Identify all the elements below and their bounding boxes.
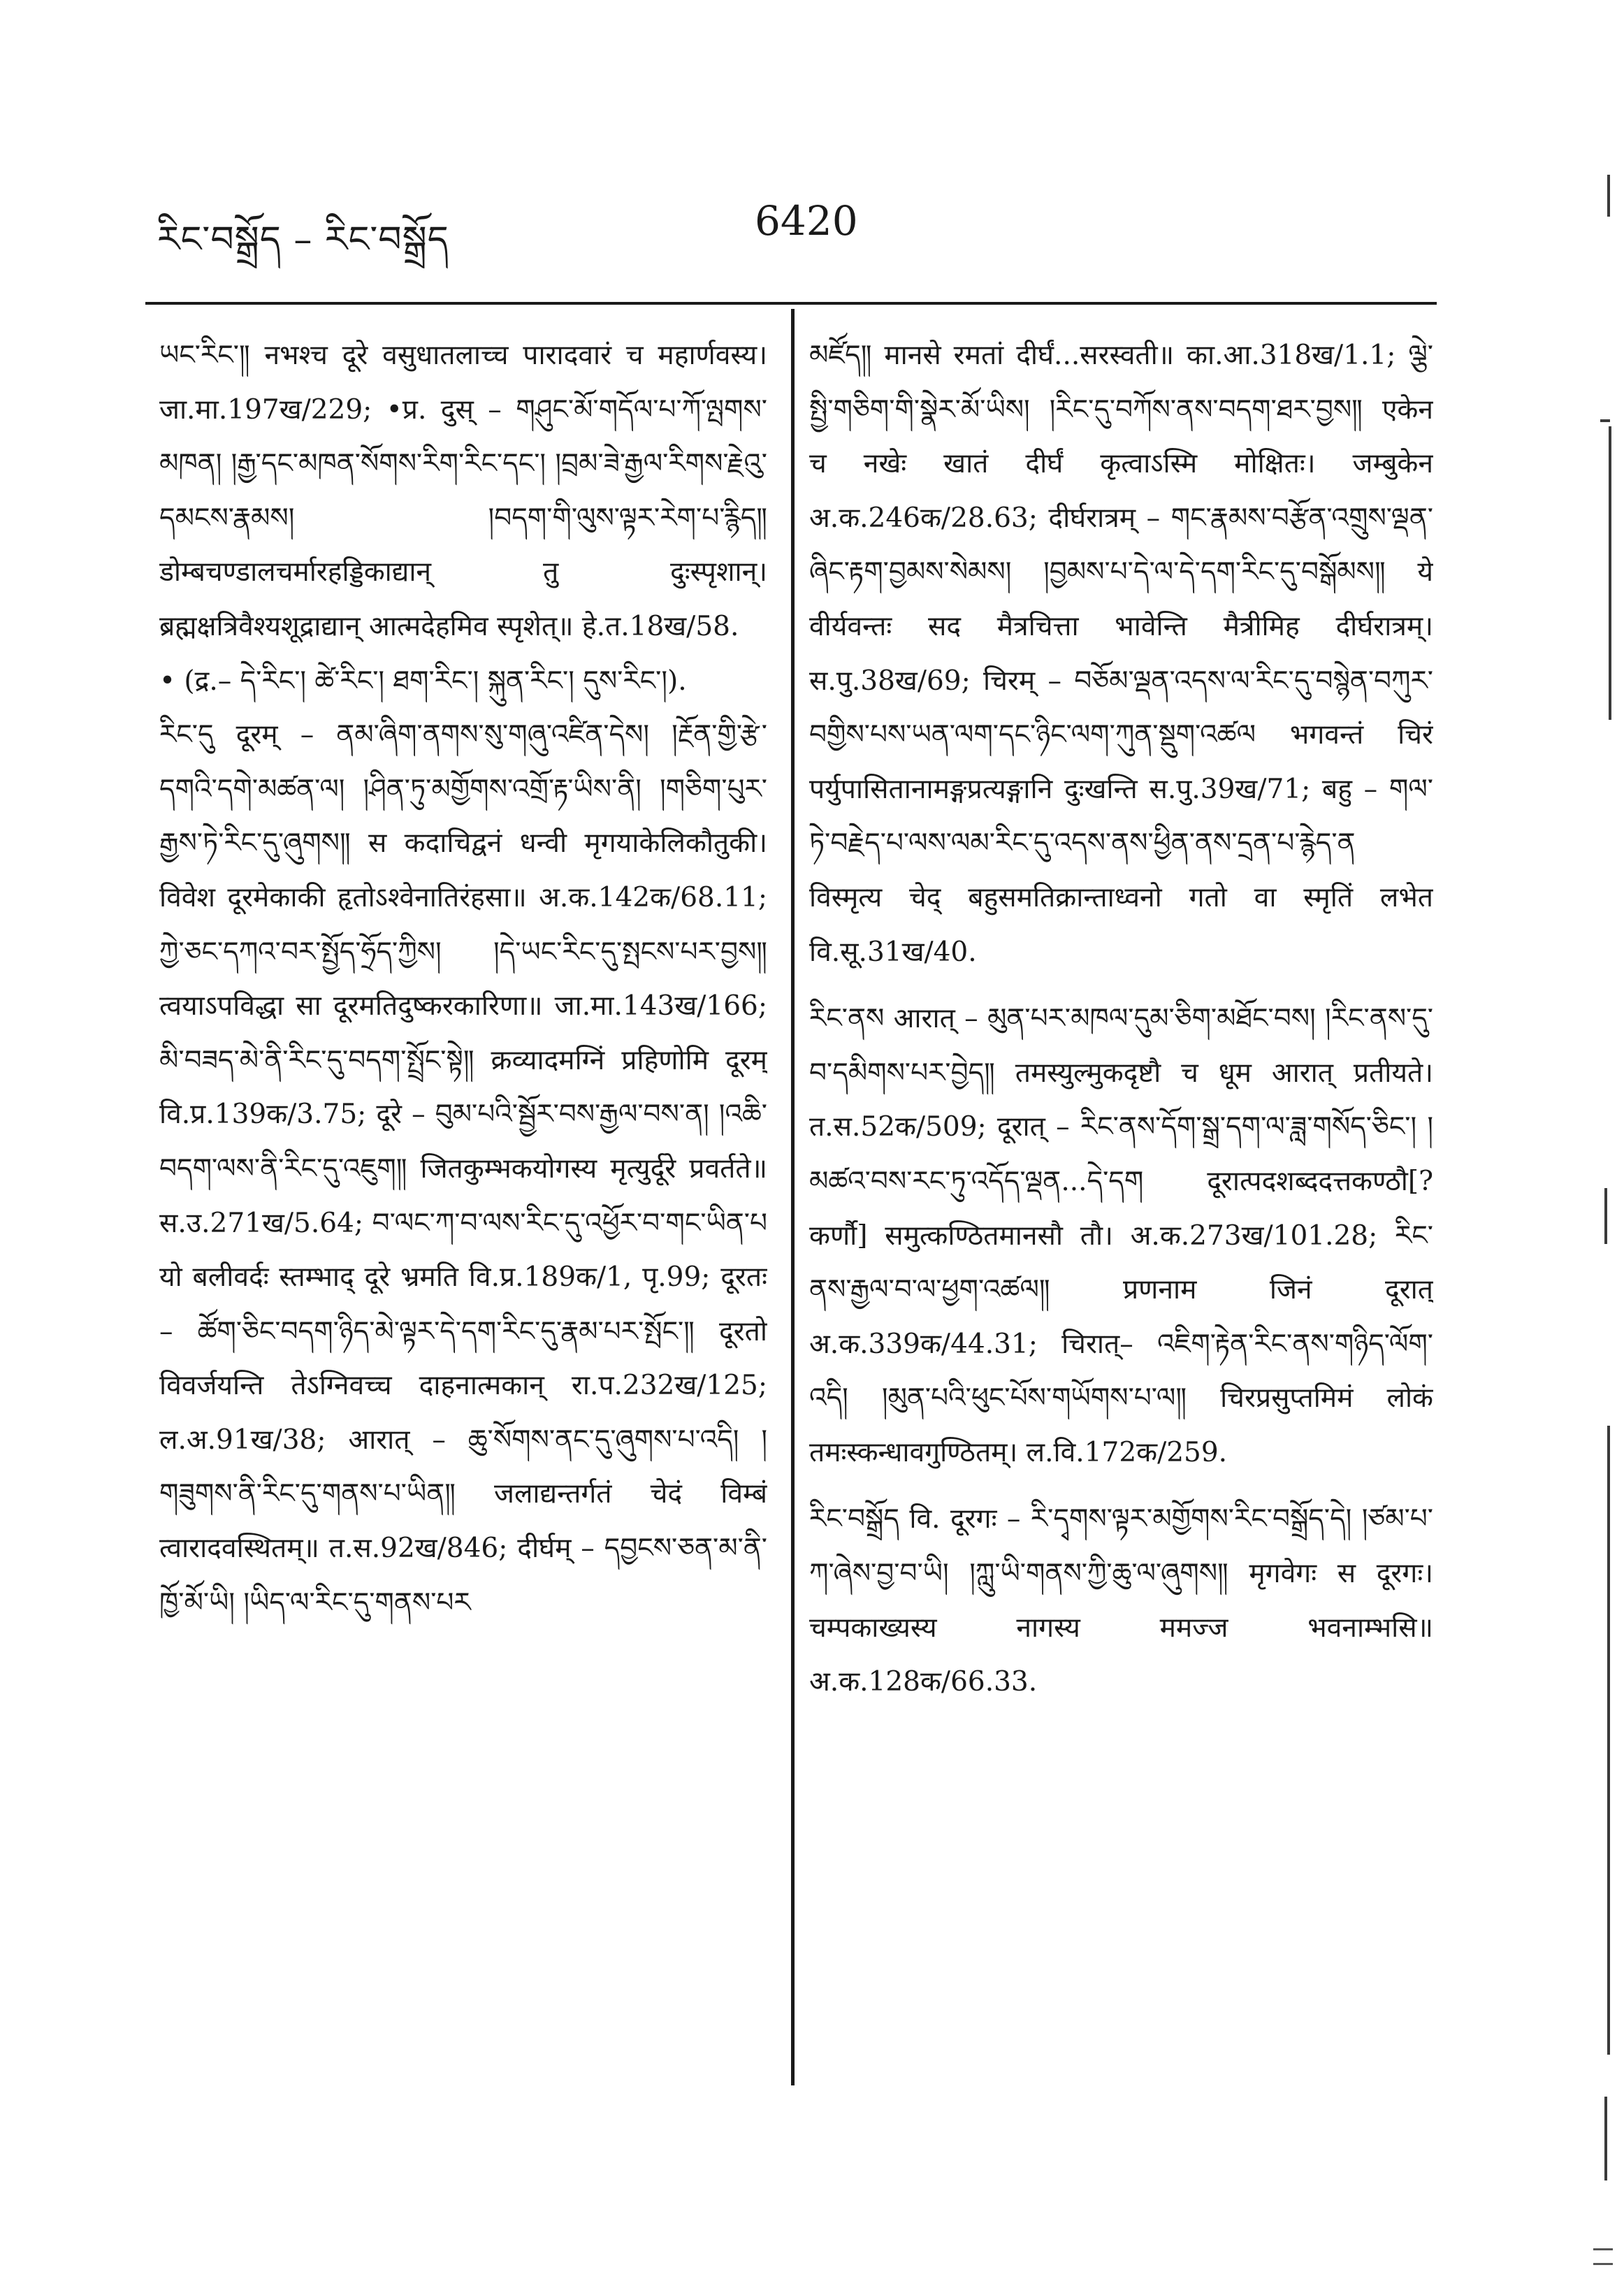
entry-paragraph: མཛོད༎ मानसे रमतां दीर्घं...सरस्वती॥ का.आ.318ख/1.1; ལྕེ་སྤྱི་གཅིག་གི་སྣེར་མོ་ཡིས། །རིང་དུ་བཀོས་ནས་བདག་ཐར་བྱས༎ एकेन च नखेः खातं दीर्घं कृत्वाऽस्मि मोक्षितः। जम्बुकेन अ.क.246क/28.63; दीर्घरात्रम् – གང་རྣམས་བརྩོན་འགྲུས་ལྡན་ཞིང་རྟག་བྱམས་སེམས། །བྱམས་པ་དེ་ལ་དེ་དག་རིང་དུ་བསྒོམས༎ ये वीर्यवन्तः सद मैत्रचित्ता भावेन्ति मैत्रीमिह दीर्घरात्रम्। स.पु.38ख/69; चिरम् – བཅོམ་ལྡན་འདས་ལ་རིང་དུ་བསྙེན་བཀུར་བགྱིས་པས་ཡན་ལག་དང་ཉིང་ལག་ཀུན་སྡུག་འཚལ भगवन्तं चिरं पर्युपासितानामङ्गप्रत्यङ्गानि दुःखन्ति स.पु.39ख/71; बहु – གལ་ཏེ་བརྗེད་པ་ལས་ལམ་རིང་དུ་འདས་ནས་ཕྱིན་ནས་དྲན་པ་རྙེད་ན विस्मृत्य चेद् बहुसमतिक्रान्ताध्वनो गतो वा स्मृतिं लभेत वि.सू.31ख/40. — [809, 340, 1433, 968]
entry-paragraph: རིང་བསྒྲོད वि. दूरगः – རི་དྭགས་ལྟར་མགྱོགས་རིང་བསྒྲོད་དེ། །ཙམ་པ་ཀ་ཞེས་བྱ་བ་ཡི། །ཀླུ་ཡི་གནས་ཀྱི་ཆུ་ལ་ཞུགས༎ मृगवेगः स दूरगः। चम्पकाख्यस्य नागस्य ममज्ज भवनाम्भसि॥ अ.क.128क/66.33. — [809, 1503, 1433, 1698]
scan-edge-mark — [1607, 1426, 1610, 2055]
entry-paragraph: ཡང་རིང་༎ नभश्च दूरे वसुधातलाच्च पारादवारं च महार्णवस्य। जा.मा.197ख/229; •प्र. दुस् – གཤུང་མོ་གདོལ་པ་ཀོ་ལྤགས་མཁན། །རྒྱ་དང་མཁན་སོགས་རིག་རིང་དང་། །བྲམ་ཟེ་རྒྱལ་རིགས་རྗེའུ་དམངས་རྣམས། །བདག་གི་ལུས་ལྟར་རེག་པ་རྙིད༎ डोम्बचण्डालचर्मारहड्डिकाद्यान् तु दुःस्पृशान्। ब्रह्मक्षत्रिवैश्यशूद्राद्यान् आत्मदेहमिव स्पृशेत्॥ हे.त.18ख/58. — [159, 340, 767, 642]
entry-paragraph: རིང་ནས आरात् – མུན་པར་མཁལ་དུམ་ཅིག་མཐོང་བས། །རིང་ནས་དུ་བ་དམིགས་པར་བྱེད༎ तमस्युल्मुकदृष्टौ च धूम आरात् प्रतीयते। त.स.52क/509; दूरात् – རིང་ནས་དོག་སྒྲ་དག་ལ་ཟླ་གསོད་ཅིང་། །མཚའ་བས་རང་ཏུ་འདོད་ལྡན...དེ་དག दूरात्पदशब्ददत्तकण्ठौ[? कर्णौ] समुत्कण्ठितमानसौ तौ। अ.क.273ख/101.28; རིང་ནས་རྒྱལ་བ་ལ་ཕྱག་འཚལ༎ प्रणनाम जिनं दूरात् अ.क.339क/44.31; चिरात्– འཇིག་རྟེན་རིང་ནས་གཉིད་ལོག་འདི། །མུན་པའི་ཕུང་པོས་གཡོགས་པ་ལ༎ चिरप्रसुप्तमिमं लोकं तमःस्कन्धावगुण्ठितम्। ल.वि.172क/259. — [809, 1003, 1433, 1468]
right-column — [809, 328, 1433, 2048]
paragraph-gap — [809, 979, 1433, 992]
page-number: 6420 — [755, 197, 858, 245]
running-head: རིང་བསྒྲོད – རིང་བསྒྲོད — [157, 219, 449, 261]
scan-edge-mark — [1609, 426, 1611, 720]
scan-edge-mark — [1607, 175, 1610, 217]
column-divider — [791, 309, 795, 2085]
scan-edge-mark — [1600, 419, 1610, 422]
paragraph-gap — [809, 1480, 1433, 1492]
scan-edge-mark — [1604, 2097, 1607, 2180]
scan-corner-mark — [1593, 2248, 1613, 2265]
header-rule — [145, 302, 1437, 305]
entry-paragraph: རིང་དུ दूरम् – ནམ་ཞིག་ནགས་སུ་གཞུ་འཛིན་དེས། །རྔོན་གྱི་རྩེ་དགའི་དགེ་མཚན་ལ། །ཤིན་ཏུ་མགྱོགས་འགྲོ་རྟ་ཡིས་ནི། །གཅིག་པུར་རྒྱས་ཏེ་རིང་དུ་ཞུགས༎ स कदाचिद्वनं धन्वी मृगयाकेलिकौतुकी। विवेश दूरमेकाकी हृतोऽश्वेनातिरंहसा॥ अ.क.142क/68.11; ཀྱེ་ཅང་དཀའ་བར་སྤྱོད་ཧྲོད་ཀྱིས། །དེ་ཡང་རིང་དུ་སྤངས་པར་བྱས༎ त्वयाऽपविद्धा सा दूरमतिदुष्करकारिणा॥ जा.मा.143ख/166; མི་བཟད་མེ་ནི་རིང་དུ་བདག་སྤྲོང་སྟེ༎ क्रव्यादमग्निं प्रहिणोमि दूरम् वि.प्र.139क/3.75; दूरे – བུམ་པའི་སྦྱོར་བས་རྒྱལ་བས་ན། །འཆི་བདག་ལས་ནི་རིང་དུ་འཇུག༎ जितकुम्भकयोगस्य मृत्युर्दूरे प्रवर्तते॥ स.उ.271ख/5.64; བ་ལང་ཀ་བ་ལས་རིང་དུ་འཕྱོར་བ་གང་ཡིན་པ यो बलीवर्दः स्तम्भाद् दूरे भ्रमति वि.प्र.189क/1, पृ.99; दूरतः – ཚོག་ཅིང་བདག་ཉིད་མེ་ལྟར་དེ་དག་རིང་དུ་རྣམ་པར་སྤོང་༎ दूरतो विवर्जयन्ति तेऽग्निवच्च दाहनात्मकान् रा.प.232ख/125; ल.अ.91ख/38; आरात् – ཆུ་སོགས་ནང་དུ་ཞུགས་པ་འདི། །གཟུགས་ནི་རིང་དུ་གནས་པ་ཡིན༎ जलाद्यन्तर्गतं चेदं विम्बं त्वारादवस्थितम्॥ त.स.92ख/846; दीर्घम् – དབྱངས་ཅན་མ་ནི་ཁྱོ་མོ་ཡི། །ཡིད་ལ་རིང་དུ་གནས་པར — [159, 719, 767, 1619]
scan-edge-mark — [1604, 1188, 1607, 1244]
left-column — [159, 328, 767, 2076]
entry-paragraph: • (द्र.– དེ་རིང་། ཚེ་རིང་། ཐག་རིང་། སྐུན་རིང་། དུས་རིང་།). — [159, 665, 687, 697]
